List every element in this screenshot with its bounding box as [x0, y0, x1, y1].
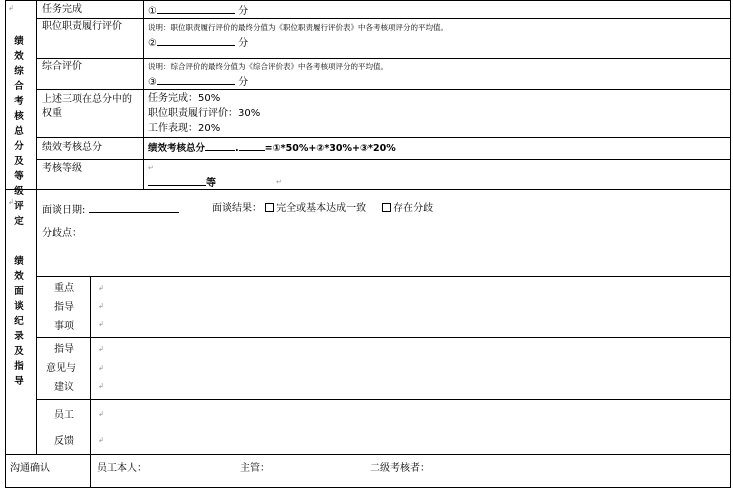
option-agreed-checkbox[interactable]: 完全或基本达成一致 [265, 203, 366, 214]
section2-side-label: 绩效面谈纪录及指导 [14, 256, 24, 387]
interview-result: 面谈结果： 完全或基本达成一致 存在分歧 [212, 203, 434, 214]
row-line [36, 399, 731, 400]
total-score-formula[interactable]: 绩效考核总分 . =①*50%+②*30%+③*20% [148, 143, 396, 154]
divergence-label: 分歧点： [42, 228, 82, 239]
overall-evaluation-note: 说明：综合评价的最终分值为《综合评价表》中各考核项评分的平均值。 [148, 62, 388, 71]
format-mark: ↲ [8, 4, 14, 12]
confirm-label: 沟通确认 [10, 463, 50, 474]
weight-performance: 工作表现：20% [148, 123, 221, 134]
total-score-label: 绩效考核总分 [42, 142, 102, 153]
col-line [36, 189, 37, 454]
duty-score-field[interactable]: ② 分 [148, 38, 249, 49]
employee-feedback-label-2: 反馈 [54, 436, 74, 447]
format-mark: ↲ [98, 382, 104, 390]
section-divider [5, 454, 731, 455]
option-divergence-checkbox[interactable]: 存在分歧 [382, 203, 433, 214]
col-line [143, 0, 144, 189]
task-score-field[interactable]: ① 分 [148, 6, 249, 17]
format-mark: ↲ [98, 320, 104, 328]
task-completion-label: 任务完成 [42, 4, 82, 15]
advice-input[interactable] [92, 339, 728, 397]
key-guidance-label-3: 事项 [54, 321, 74, 332]
weight-duty: 职位职责履行评价：30% [148, 108, 261, 119]
row-line [36, 58, 731, 59]
border-left [5, 0, 6, 487]
second-reviewer-signature-field[interactable]: 二级考核者： [370, 463, 430, 474]
format-mark: ↲ [98, 410, 104, 418]
col-line [90, 454, 91, 487]
row-line [36, 89, 731, 90]
format-mark: ↲ [98, 284, 104, 292]
key-guidance-label-1: 重点 [54, 283, 74, 294]
weights-label-line2: 权重 [42, 108, 62, 119]
overall-evaluation-label: 综合评价 [42, 61, 82, 72]
col-line [36, 0, 37, 189]
row-line [36, 337, 731, 338]
employee-feedback-label-1: 员工 [54, 410, 74, 421]
weight-task: 任务完成：50% [148, 93, 221, 104]
row-line [36, 137, 731, 138]
col-line [90, 276, 91, 454]
border-right [730, 0, 731, 487]
employee-feedback-input[interactable] [92, 401, 728, 452]
grade-label: 考核等级 [42, 163, 82, 174]
section1-side-label: 绩效综合考核总分及等级评定 [14, 36, 24, 227]
format-mark: ↲ [98, 436, 104, 444]
advice-label-2: 意见与 [46, 363, 76, 374]
format-mark: ↲ [98, 364, 104, 372]
interview-date-field[interactable]: 面谈日期: [42, 203, 179, 217]
border-bottom [5, 487, 731, 488]
border-top [5, 0, 731, 1]
key-guidance-label-2: 指导 [54, 302, 74, 313]
supervisor-signature-field[interactable]: 主管： [240, 463, 270, 474]
format-mark: ↵ [276, 178, 282, 186]
row-line [36, 159, 731, 160]
format-mark: ↲ [98, 345, 104, 353]
key-guidance-input[interactable] [92, 278, 728, 335]
format-mark: ↲ [8, 198, 14, 206]
advice-label-3: 建议 [54, 382, 74, 393]
format-mark: ↵ [148, 164, 154, 172]
duty-evaluation-note: 说明：职位职责履行评价的最终分值为《职位职责履行评价表》中各考核项评分的平均值。 [148, 23, 448, 32]
weights-label-line1: 上述三项在总分中的 [42, 94, 132, 105]
row-line [36, 276, 731, 277]
row-line [36, 18, 731, 19]
duty-evaluation-label: 职位职责履行评价 [42, 21, 122, 32]
format-mark: ↲ [98, 302, 104, 310]
employee-signature-field[interactable]: 员工本人： [97, 463, 147, 474]
overall-score-field[interactable]: ③ 分 [148, 77, 249, 88]
advice-label-1: 指导 [54, 344, 74, 355]
grade-field[interactable]: 等 [148, 176, 216, 190]
section-divider [5, 189, 731, 190]
